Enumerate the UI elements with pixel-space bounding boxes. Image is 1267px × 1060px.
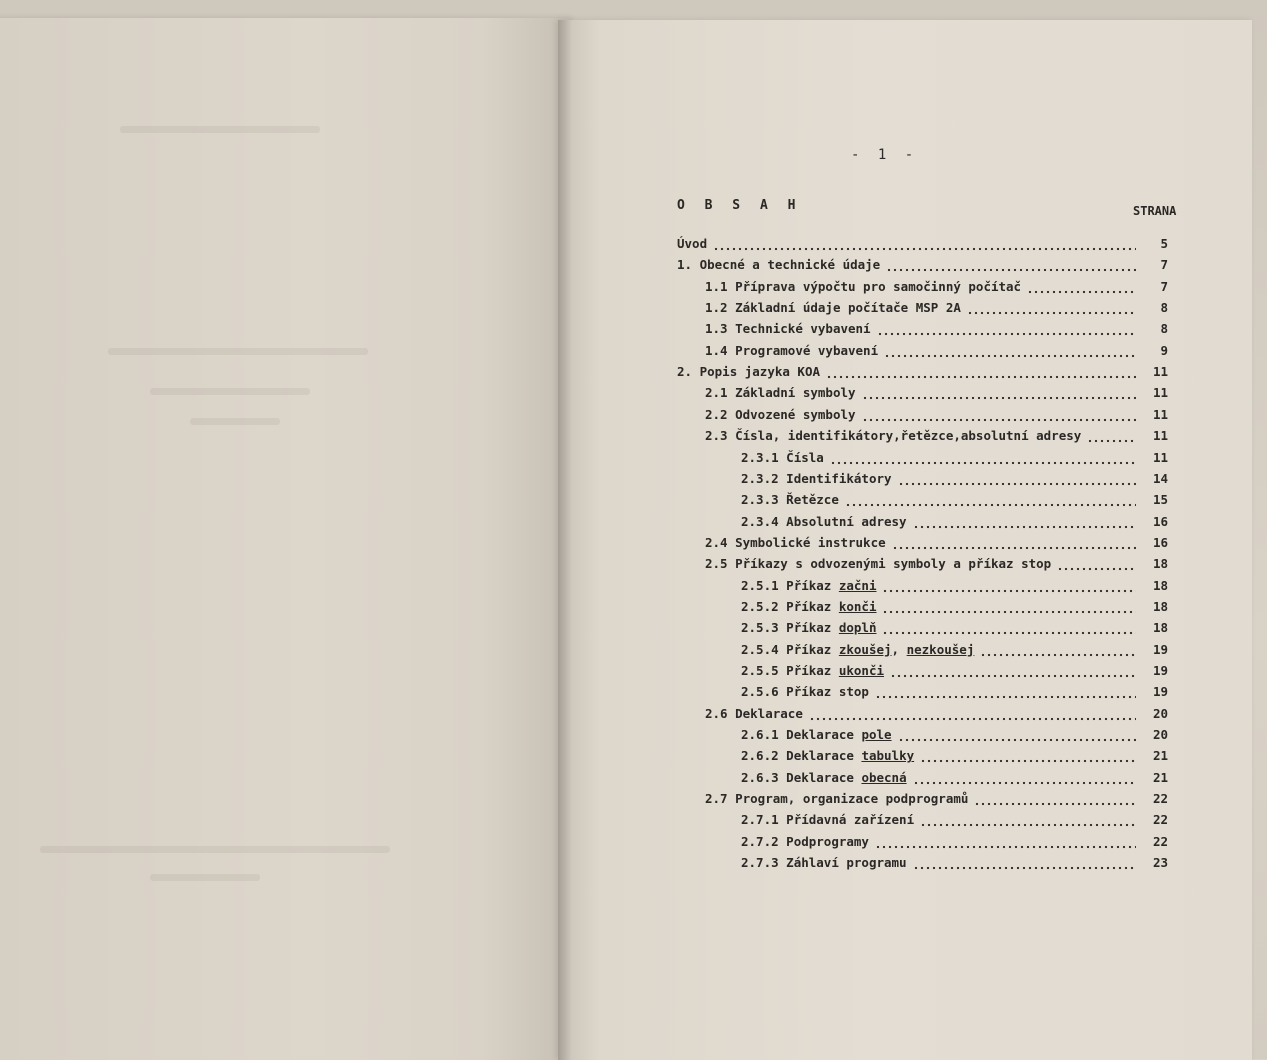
toc-entry [741, 832, 1168, 852]
show-through-line [40, 846, 390, 853]
toc-entry-text: Základní symboly [735, 385, 856, 401]
toc-leader-dots [898, 725, 1136, 745]
toc-page-number: 19 [1152, 663, 1168, 678]
toc-leader-dots [1087, 426, 1136, 446]
toc-heading: O B S A H [677, 198, 802, 213]
toc-entry-title [705, 341, 878, 361]
toc-entry-title [741, 832, 869, 852]
toc-entry [741, 810, 1168, 830]
toc-leader-dots [713, 234, 1136, 254]
toc-leader-dots [886, 255, 1136, 275]
toc-entry-number: 2.3.3 [741, 492, 779, 508]
toc-page-number: 22 [1152, 812, 1168, 828]
toc-leader-dots [890, 661, 1136, 681]
toc-leader-dots [920, 746, 1136, 766]
toc-entry-title [741, 853, 907, 873]
toc-entry [741, 576, 1168, 596]
toc-leader-dots [882, 597, 1136, 617]
toc-entry-title [677, 234, 707, 254]
toc-entry-text: Podprogramy [786, 833, 869, 849]
toc-page-number: 7 [1160, 278, 1168, 294]
toc-page-number: 7 [1160, 257, 1168, 273]
toc-entry-text: Deklarace [786, 748, 862, 764]
toc-entry [741, 469, 1168, 489]
toc-page-number: 22 [1152, 833, 1168, 849]
toc-entry-number: 1. [677, 257, 693, 273]
toc-page-number: 9 [1160, 342, 1168, 358]
toc-entry-title [677, 362, 820, 382]
toc-page-number: 19 [1152, 641, 1168, 657]
toc-leader-dots [967, 298, 1136, 318]
toc-entry-text: Příkaz stop [786, 684, 869, 700]
toc-entry [677, 362, 1168, 382]
toc-leader-dots [974, 789, 1136, 809]
toc-leader-dots [913, 512, 1136, 532]
toc-entry-title [705, 704, 803, 724]
toc-keyword: zkoušej [838, 641, 892, 657]
toc-entry [741, 512, 1168, 532]
toc-entry-text: Symbolické instrukce [735, 534, 886, 550]
toc-leader-dots [882, 576, 1136, 596]
book-gutter [558, 20, 572, 1060]
toc-entry-number: 2.2 [705, 406, 728, 422]
toc-entry-number: 2.5.2 [741, 598, 779, 614]
toc-entry-number: 2.5.6 [741, 684, 779, 700]
toc-page-number: 5 [1160, 236, 1168, 251]
toc-entry [705, 533, 1168, 553]
toc-entry-text: Popis jazyka KOA [699, 364, 821, 380]
toc-entry-text: Absolutní adresy [786, 513, 907, 529]
toc-leader-dots [913, 853, 1136, 873]
toc-entry [705, 319, 1168, 339]
toc-entry [677, 234, 1168, 254]
toc-entry-number: 2.6.1 [741, 727, 779, 743]
toc-entry-title [705, 426, 1081, 446]
toc-page-number: 21 [1152, 748, 1168, 764]
toc-keyword: začni [838, 577, 877, 593]
toc-entry-number: 2.1 [705, 385, 728, 401]
show-through-line [108, 348, 368, 355]
toc-entry-number: 2.6 [705, 705, 728, 721]
toc-leader-dots [875, 832, 1136, 852]
toc-entry [741, 768, 1168, 788]
toc-entry-text: Identifikátory [786, 470, 892, 486]
toc-entry-title [741, 469, 892, 489]
toc-leader-dots [1027, 277, 1136, 297]
page-column-label: STRANA [1133, 204, 1177, 218]
toc-entry [741, 746, 1168, 766]
toc-leader-dots [892, 533, 1136, 553]
toc-page-number: 16 [1152, 513, 1168, 529]
toc-page-number: 18 [1152, 620, 1168, 636]
toc-entry-number: 2.5.5 [741, 663, 779, 678]
toc-entry-number: 2.5.1 [741, 577, 779, 593]
toc-leader-dots [845, 490, 1136, 510]
toc-entry-text: Přídavná zařízení [786, 812, 915, 828]
toc-keyword: obecná [861, 769, 907, 785]
toc-entry-number: 2.7.3 [741, 855, 779, 871]
toc-entry-number: 2.3 [705, 428, 728, 444]
toc-entry-title [741, 618, 877, 638]
toc-page-number: 18 [1152, 577, 1168, 593]
toc-entry [741, 682, 1168, 702]
toc-entry-title [741, 682, 869, 702]
toc-entry-number: 2.3.4 [741, 513, 779, 529]
toc-entry-title [741, 768, 907, 788]
toc-keyword: nezkoušej [906, 641, 975, 657]
toc-entry-text: Příkazy s odvozenými symboly a příkaz stop [735, 556, 1052, 572]
toc-entry-text: Deklarace [786, 769, 862, 785]
toc-page-number: 22 [1152, 791, 1168, 807]
page-number: - 1 - [851, 147, 919, 163]
toc-entry-text: Programové vybavení [735, 342, 879, 358]
toc-page-number: 16 [1152, 534, 1168, 550]
toc-entry-text: Čísla [786, 449, 824, 465]
toc-entry-number: 2.5.3 [741, 620, 779, 636]
toc-entry-title [741, 597, 877, 617]
toc-entry-title [741, 746, 914, 766]
toc-entry-text: Příkaz [786, 577, 839, 593]
toc-page-number: 23 [1152, 855, 1168, 871]
toc-entry [741, 853, 1168, 873]
toc-page-number: 11 [1152, 385, 1168, 401]
toc-entry [741, 640, 1168, 660]
toc-entry-title [705, 277, 1021, 297]
toc-entry-number: 2.7 [705, 791, 728, 807]
show-through-line [150, 388, 310, 395]
toc-leader-dots [877, 319, 1136, 339]
toc-entry-title [677, 255, 880, 275]
toc-entry-number: 1.1 [705, 278, 728, 294]
toc-entry [705, 426, 1168, 446]
toc-leader-dots [913, 768, 1136, 788]
toc-entry-text: Deklarace [735, 705, 803, 721]
toc-entry-title [741, 448, 824, 468]
toc-entry-text: Záhlaví programu [786, 855, 907, 871]
toc-entry-text: Program, organizace podprogramů [735, 791, 969, 807]
toc-entry-title [741, 725, 892, 745]
toc-leader-dots [862, 405, 1136, 425]
toc-keyword: pole [861, 727, 892, 743]
toc-leader-dots [830, 448, 1136, 468]
toc-leader-dots [1057, 554, 1136, 574]
toc-page-number: 18 [1152, 556, 1168, 572]
toc-entry-number: 2.4 [705, 534, 728, 550]
toc-entry [741, 448, 1168, 468]
toc-page-number: 20 [1152, 727, 1168, 743]
toc-entry-title [705, 298, 961, 318]
toc-leader-dots [882, 618, 1136, 638]
toc-entry-number: 1.3 [705, 321, 728, 337]
toc-entry-number: 2.3.2 [741, 470, 779, 486]
toc-entry-text: Úvod [677, 236, 708, 251]
toc-keyword: konči [838, 598, 877, 614]
toc-entry-title [705, 383, 856, 403]
toc-entry-text: Příkaz [786, 620, 839, 636]
toc-entry-text: Základní údaje počítače MSP 2A [735, 300, 961, 316]
toc-entry-number: 2.6.3 [741, 769, 779, 785]
toc-page-number: 15 [1152, 492, 1168, 508]
toc-entry [705, 298, 1168, 318]
toc-keyword: ukonči [838, 663, 885, 678]
toc-page-number: 14 [1152, 470, 1168, 486]
toc-page-number: 19 [1152, 684, 1168, 700]
toc-entry-title [741, 661, 884, 681]
show-through-line [190, 418, 280, 425]
toc-page-number: 11 [1152, 364, 1168, 380]
toc-entry-text: Čísla, identifikátory,řetězce,absolutní adresy [735, 428, 1082, 444]
toc-entry [705, 383, 1168, 403]
toc-entry-number: 2. [677, 364, 693, 380]
toc-entry-title [705, 405, 856, 425]
toc-entry [705, 554, 1168, 574]
toc-leader-dots [884, 341, 1136, 361]
toc-entry-number: 2.7.1 [741, 812, 779, 828]
toc-keyword: doplň [838, 620, 877, 636]
toc-leader-dots [826, 362, 1136, 382]
toc-leader-dots [809, 704, 1136, 724]
toc-entry-number: 1.4 [705, 342, 728, 358]
toc-leader-dots [920, 810, 1136, 830]
show-through-line [120, 126, 320, 133]
toc-entry [741, 597, 1168, 617]
toc-page-number: 20 [1152, 705, 1168, 721]
toc-entry [705, 789, 1168, 809]
toc-entry-title [741, 576, 877, 596]
toc-entry-text: Obecné a technické údaje [699, 257, 881, 273]
toc-entry-title [741, 810, 914, 830]
toc-entry-text: Příkaz [786, 663, 839, 678]
toc-page-number: 11 [1152, 428, 1168, 444]
toc-leader-dots [862, 383, 1136, 403]
toc-entry-title [705, 319, 871, 339]
toc-entry-title [741, 640, 974, 660]
toc-page-number: 11 [1152, 406, 1168, 422]
toc-entry [741, 661, 1168, 681]
toc-page-number: 21 [1152, 769, 1168, 785]
toc-leader-dots [875, 682, 1136, 702]
toc-entry-title [741, 512, 907, 532]
show-through-line [150, 874, 260, 881]
toc-page-number: 8 [1160, 321, 1168, 337]
toc-leader-dots [980, 640, 1136, 660]
toc-page-number: 11 [1152, 449, 1168, 465]
toc-entry-number: 2.7.2 [741, 833, 779, 849]
toc-entry-title [705, 533, 886, 553]
toc-entry-title [741, 490, 839, 510]
toc-entry [741, 725, 1168, 745]
toc-page-number: 18 [1152, 598, 1168, 614]
toc-entry [705, 405, 1168, 425]
toc-entry [741, 490, 1168, 510]
toc-entry [705, 277, 1168, 297]
toc-entry [677, 255, 1168, 275]
toc-keyword: tabulky [861, 748, 915, 764]
toc-entry [705, 341, 1168, 361]
toc-entry-text: Deklarace [786, 727, 862, 743]
toc-entry-number: 2.5.4 [741, 641, 779, 657]
toc-entry-number: 2.5 [705, 556, 728, 572]
toc-entry-number: 2.6.2 [741, 748, 779, 764]
toc-entry-text: Technické vybavení [735, 321, 871, 337]
left-page [0, 18, 570, 1060]
toc-entry [705, 704, 1168, 724]
toc-entry-number: 2.3.1 [741, 449, 779, 465]
toc-entry-text: Příkaz [786, 641, 839, 657]
toc-entry-text: Řetězce [786, 492, 839, 508]
toc-entry-text: , [891, 641, 907, 657]
toc-page-number: 8 [1160, 300, 1168, 316]
toc-entry-text: Odvozené symboly [735, 406, 856, 422]
toc-leader-dots [898, 469, 1136, 489]
toc-entry-title [705, 789, 968, 809]
toc-entry-title [705, 554, 1051, 574]
toc-entry-text: Příkaz [786, 598, 839, 614]
toc-entry-text: Příprava výpočtu pro samočinný počítač [735, 278, 1022, 294]
toc-entry [741, 618, 1168, 638]
toc-entry-number: 1.2 [705, 300, 728, 316]
